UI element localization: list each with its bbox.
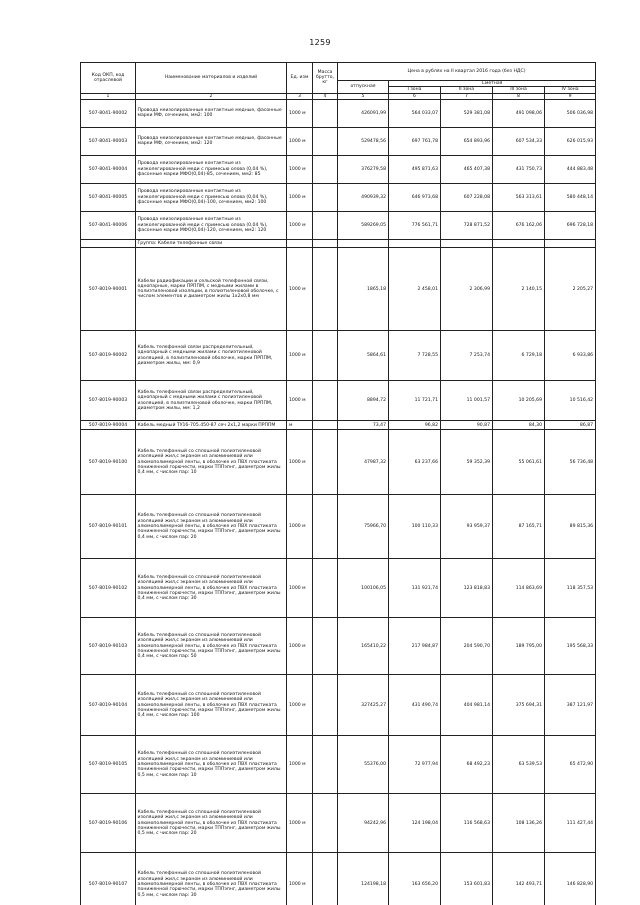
row-zone-4-price: 696 728,18 <box>545 211 596 239</box>
row-name: Кабель телефонный со сплошной полиэтиленовой изоляцией жил,с экраном из алюминиевой или алюмополимерной ленты, в оболочке из ПВХ пластиката пониженной горючести, марки ТППэпнг, диаметром жилы 0,5 мм, с числом пар: 30 <box>136 853 287 905</box>
row-name: Кабель телефонный со сплошной полиэтиленовой изоляцией жил,с экраном из алюминиевой или алюмополимерной ленты, в оболочке из ПВХ пластиката пониженной горючести, марки ТППэпнг, диаметром жилы 0,5 мм, с числом пар: 10 <box>136 736 287 794</box>
row-unit: 1000 м <box>287 183 313 211</box>
row-code: 507-8041-90002 <box>81 99 136 127</box>
col-number: 3 <box>287 93 313 99</box>
row-zone-3-price: 84,30 <box>493 421 545 430</box>
row-name: Провода неизолированные контактные из низколегированной меди с примесью олова (0,04 %), фасонные марки МФО(0,04)-100, сечением, мм2: 100 <box>136 183 287 211</box>
header-zone-4: IV зона <box>545 87 596 93</box>
col-number: 7 <box>441 93 493 99</box>
row-mass <box>313 675 338 736</box>
table-body-cables <box>81 248 596 905</box>
row-mass <box>313 211 338 239</box>
row-release-price: 94242,96 <box>338 794 389 853</box>
row-zone-4-price: 6 933,86 <box>545 331 596 381</box>
row-unit: 1000 м <box>287 211 313 239</box>
row-name: Кабель телефонный со сплошной полиэтиленовой изоляцией жил,с экраном из алюминиевой или алюмополимерной ленты, в оболочке из ПВХ пластиката пониженной горючести, марки ТППэпнг, диаметром жилы 0,4 мм, с числом пар: 50 <box>136 618 287 675</box>
row-unit: 1000 м <box>287 248 313 331</box>
row-unit: 1000 м <box>287 675 313 736</box>
row-zone-3-price: 491 098,06 <box>493 99 545 127</box>
table-row <box>81 559 596 618</box>
row-release-price: 1865,18 <box>338 248 389 331</box>
header-zone-1: I зона <box>389 87 441 93</box>
price-table <box>80 62 596 905</box>
row-zone-3-price: 375 694,31 <box>493 675 545 736</box>
row-name: Кабель медный ТУ16-705.450-87 сеч 2х1,2 марки ПРППМ <box>136 421 287 430</box>
row-mass <box>313 736 338 794</box>
row-unit: 1000 м <box>287 430 313 495</box>
row-zone-3-price: 6 729,18 <box>493 331 545 381</box>
row-zone-2-price: 59 352,39 <box>441 430 493 495</box>
row-zone-4-price: 580 448,14 <box>545 183 596 211</box>
row-name: Кабель телефонный со сплошной полиэтиленовой изоляцией жил,с экраном из алюминиевой или алюмополимерной ленты, в оболочке из ПВХ пластиката пониженной горючести, марки ТППэпнг, диаметром жилы 0,4 мм, с числом пар: 100 <box>136 675 287 736</box>
table-row <box>81 99 596 127</box>
row-zone-1-price: 646 973,68 <box>389 183 441 211</box>
row-name: Кабель телефонной связи распределительный, однопарный с медными жилами с полиэтиленовой изоляцией, в полиэтиленовой оболочке, марки ПРППМ, диаметром жилы, мм: 1,2 <box>136 381 287 421</box>
row-mass <box>313 794 338 853</box>
row-zone-3-price: 55 061,61 <box>493 430 545 495</box>
row-zone-1-price: 7 728,55 <box>389 331 441 381</box>
header-unit: Ед. изм <box>287 63 313 94</box>
row-zone-2-price: 11 001,57 <box>441 381 493 421</box>
col-number: 4 <box>313 93 338 99</box>
table-row <box>81 421 596 430</box>
row-zone-1-price: 63 237,66 <box>389 430 441 495</box>
row-code: 507-8041-90003 <box>81 127 136 155</box>
row-release-price: 376279,58 <box>338 155 389 183</box>
col-number: 1 <box>81 93 136 99</box>
table-body-wires <box>81 99 596 239</box>
row-zone-1-price: 100 110,33 <box>389 495 441 559</box>
group-label: Группа: Кабели телефонные связи <box>136 239 287 247</box>
row-zone-4-price: 2 205,27 <box>545 248 596 331</box>
table-row <box>81 211 596 239</box>
row-mass <box>313 331 338 381</box>
row-zone-2-price: 728 871,52 <box>441 211 493 239</box>
row-zone-2-price: 90,87 <box>441 421 493 430</box>
row-zone-3-price: 108 136,26 <box>493 794 545 853</box>
row-zone-4-price: 65 472,90 <box>545 736 596 794</box>
row-mass <box>313 155 338 183</box>
row-unit: 1000 м <box>287 618 313 675</box>
row-zone-3-price: 142 493,71 <box>493 853 545 905</box>
row-zone-4-price: 10 516,42 <box>545 381 596 421</box>
row-mass <box>313 381 338 421</box>
row-mass <box>313 618 338 675</box>
header-name: Наименование материалов и изделий <box>136 63 287 94</box>
row-zone-2-price: 116 568,63 <box>441 794 493 853</box>
row-name: Кабель телефонной связи распределительный, однопарный с медными жилами с полиэтиленовой изоляцией, в полиэтиленовой оболочке, марки ПРППМ, диаметром жилы, мм: 0,9 <box>136 331 287 381</box>
table-row <box>81 794 596 853</box>
row-zone-3-price: 114 863,69 <box>493 559 545 618</box>
row-unit: 1000 м <box>287 495 313 559</box>
row-mass <box>313 430 338 495</box>
row-release-price: 529478,56 <box>338 127 389 155</box>
row-zone-4-price: 146 828,90 <box>545 853 596 905</box>
row-release-price: 165410,22 <box>338 618 389 675</box>
table-row <box>81 183 596 211</box>
row-code: 507-8019-90100 <box>81 430 136 495</box>
row-mass <box>313 421 338 430</box>
row-code: 507-8041-90005 <box>81 183 136 211</box>
row-zone-4-price: 56 736,48 <box>545 430 596 495</box>
row-zone-2-price: 404 981,14 <box>441 675 493 736</box>
row-code: 507-8019-90106 <box>81 794 136 853</box>
row-zone-3-price: 676 162,06 <box>493 211 545 239</box>
row-zone-2-price: 529 381,08 <box>441 99 493 127</box>
row-zone-2-price: 654 893,96 <box>441 127 493 155</box>
row-unit: 1000 м <box>287 331 313 381</box>
col-number: 5 <box>338 93 389 99</box>
row-zone-1-price: 217 984,87 <box>389 618 441 675</box>
row-zone-3-price: 10 205,69 <box>493 381 545 421</box>
row-unit: 1000 м <box>287 381 313 421</box>
table-group-section <box>81 239 596 247</box>
row-zone-2-price: 123 818,83 <box>441 559 493 618</box>
row-code: 507-8019-90104 <box>81 675 136 736</box>
row-mass <box>313 127 338 155</box>
row-code: 507-8019-90002 <box>81 331 136 381</box>
row-release-price: 490939,32 <box>338 183 389 211</box>
row-zone-1-price: 11 721,71 <box>389 381 441 421</box>
header-mass: Масса брутто, кг <box>313 63 338 94</box>
row-zone-3-price: 431 750,73 <box>493 155 545 183</box>
row-code: 507-8019-90102 <box>81 559 136 618</box>
row-unit: 1000 м <box>287 559 313 618</box>
row-zone-4-price: 444 883,48 <box>545 155 596 183</box>
row-name: Кабель телефонный со сплошной полиэтиленовой изоляцией жил,с экраном из алюминиевой или алюмополимерной ленты, в оболочке из ПВХ пластиката пониженной горючести, марки ТППэпнг, диаметром жилы 0,4 мм, с числом пар: 20 <box>136 495 287 559</box>
row-mass <box>313 559 338 618</box>
row-zone-4-price: 195 568,33 <box>545 618 596 675</box>
row-code: 507-8019-90103 <box>81 618 136 675</box>
row-name: Кабель телефонный со сплошной полиэтиленовой изоляцией жил,с экраном из алюминиевой или алюмополимерной ленты, в оболочке из ПВХ пластиката пониженной горючести, марки ТППэпнг, диаметром жилы 0,5 мм, с числом пар: 20 <box>136 794 287 853</box>
row-code: 507-8019-90107 <box>81 853 136 905</box>
row-zone-4-price: 86,87 <box>545 421 596 430</box>
col-number: 2 <box>136 93 287 99</box>
table-row <box>81 248 596 331</box>
row-release-price: 426091,99 <box>338 99 389 127</box>
row-unit: 1000 м <box>287 127 313 155</box>
row-release-price: 589269,05 <box>338 211 389 239</box>
row-unit: 1000 м <box>287 736 313 794</box>
row-name: Провода неизолированные контактные из низколегированной меди с примесью олова (0,04 %), фасонные марки МФО(0,04)-85, сечением, мм2: 85 <box>136 155 287 183</box>
row-zone-2-price: 465 407,38 <box>441 155 493 183</box>
row-zone-4-price: 387 121,97 <box>545 675 596 736</box>
row-name: Кабель телефонный со сплошной полиэтиленовой изоляцией жил,с экраном из алюминиевой или алюмополимерной ленты, в оболочке из ПВХ пластиката пониженной горючести, марки ТППэпнг, диаметром жилы 0,4 мм, с числом пар: 10 <box>136 430 287 495</box>
row-code: 507-8041-90006 <box>81 211 136 239</box>
header-price-group: Цена в рублях на II квартал 2016 года (без НДС) <box>338 63 596 81</box>
row-mass <box>313 183 338 211</box>
row-mass <box>313 248 338 331</box>
row-zone-1-price: 431 490,74 <box>389 675 441 736</box>
row-zone-2-price: 68 492,23 <box>441 736 493 794</box>
header-zone-3: III зона <box>493 87 545 93</box>
row-zone-2-price: 607 228,08 <box>441 183 493 211</box>
row-zone-1-price: 495 871,63 <box>389 155 441 183</box>
table-row <box>81 381 596 421</box>
header-code: Код ОКП, код отраслевой <box>81 63 136 94</box>
row-release-price: 124198,18 <box>338 853 389 905</box>
row-code: 507-8041-90004 <box>81 155 136 183</box>
row-zone-1-price: 131 921,74 <box>389 559 441 618</box>
row-release-price: 47987,32 <box>338 430 389 495</box>
page-number: 1259 <box>309 38 331 47</box>
row-code: 507-8019-90003 <box>81 381 136 421</box>
row-code: 507-8019-90105 <box>81 736 136 794</box>
row-zone-1-price: 2 458,01 <box>389 248 441 331</box>
row-code: 507-8019-90101 <box>81 495 136 559</box>
col-number: 6 <box>389 93 441 99</box>
row-release-price: 100106,05 <box>338 559 389 618</box>
header-zone-2: II зона <box>441 87 493 93</box>
row-mass <box>313 853 338 905</box>
row-release-price: 8894,72 <box>338 381 389 421</box>
row-name: Провода неизолированные контактные медные, фасонные марки МФ, сечением, мм2: 100 <box>136 99 287 127</box>
row-release-price: 55376,00 <box>338 736 389 794</box>
row-name: Провода неизолированные контактные из низколегированной меди с примесью олова (0,04 %), фасонные марки МФО(0,04)-120, сечением, мм2: 120 <box>136 211 287 239</box>
row-unit: м <box>287 421 313 430</box>
table-row <box>81 853 596 905</box>
row-zone-4-price: 506 036,98 <box>545 99 596 127</box>
row-zone-1-price: 697 761,78 <box>389 127 441 155</box>
table-row <box>81 331 596 381</box>
table-row <box>81 495 596 559</box>
col-number: 8 <box>493 93 545 99</box>
row-zone-2-price: 2 306,99 <box>441 248 493 331</box>
row-release-price: 5864,61 <box>338 331 389 381</box>
row-name: Кабели радиофикации и сельской телефонной связи, однопарные, марки ПРППМ, с медными жилами в полиэтиленовой изоляции, в полиэтиленовой оболочке, с числом элементов и диаметром жилы 1х2х0,8 мм <box>136 248 287 331</box>
row-zone-2-price: 7 253,74 <box>441 331 493 381</box>
row-zone-1-price: 72 977,94 <box>389 736 441 794</box>
row-name: Кабель телефонный со сплошной полиэтиленовой изоляцией жил,с экраном из алюминиевой или алюмополимерной ленты, в оболочке из ПВХ пластиката пониженной горючести, марки ТППэпнг, диаметром жилы 0,4 мм, с числом пар: 30 <box>136 559 287 618</box>
row-zone-3-price: 607 534,33 <box>493 127 545 155</box>
row-unit: 1000 м <box>287 99 313 127</box>
table-row <box>81 127 596 155</box>
table-row <box>81 618 596 675</box>
row-zone-3-price: 2 140,15 <box>493 248 545 331</box>
row-zone-2-price: 204 590,70 <box>441 618 493 675</box>
row-mass <box>313 99 338 127</box>
row-zone-1-price: 564 033,07 <box>389 99 441 127</box>
row-release-price: 73,47 <box>338 421 389 430</box>
header-release: отпускная <box>338 81 389 94</box>
row-zone-4-price: 89 815,36 <box>545 495 596 559</box>
row-zone-1-price: 163 656,20 <box>389 853 441 905</box>
row-zone-1-price: 124 198,04 <box>389 794 441 853</box>
row-code: 507-8019-90001 <box>81 248 136 331</box>
row-zone-3-price: 87 165,71 <box>493 495 545 559</box>
row-name: Провода неизолированные контактные медные, фасонные марки МФ, сечением, мм2: 120 <box>136 127 287 155</box>
row-zone-2-price: 153 601,83 <box>441 853 493 905</box>
row-unit: 1000 м <box>287 794 313 853</box>
row-zone-4-price: 118 357,53 <box>545 559 596 618</box>
row-unit: 1000 м <box>287 853 313 905</box>
row-release-price: 75966,70 <box>338 495 389 559</box>
table-row <box>81 155 596 183</box>
row-mass <box>313 495 338 559</box>
row-zone-1-price: 776 561,71 <box>389 211 441 239</box>
row-zone-3-price: 563 313,61 <box>493 183 545 211</box>
header-estimated: Сметная <box>389 81 596 87</box>
table-row <box>81 430 596 495</box>
row-zone-2-price: 93 959,37 <box>441 495 493 559</box>
row-zone-3-price: 189 795,00 <box>493 618 545 675</box>
row-code: 507-8019-90004 <box>81 421 136 430</box>
row-zone-4-price: 111 427,44 <box>545 794 596 853</box>
row-zone-4-price: 626 015,93 <box>545 127 596 155</box>
col-number: 9 <box>545 93 596 99</box>
table-row <box>81 675 596 736</box>
row-unit: 1000 м <box>287 155 313 183</box>
table-row <box>81 736 596 794</box>
row-zone-1-price: 96,82 <box>389 421 441 430</box>
row-release-price: 327425,27 <box>338 675 389 736</box>
row-zone-3-price: 63 539,53 <box>493 736 545 794</box>
